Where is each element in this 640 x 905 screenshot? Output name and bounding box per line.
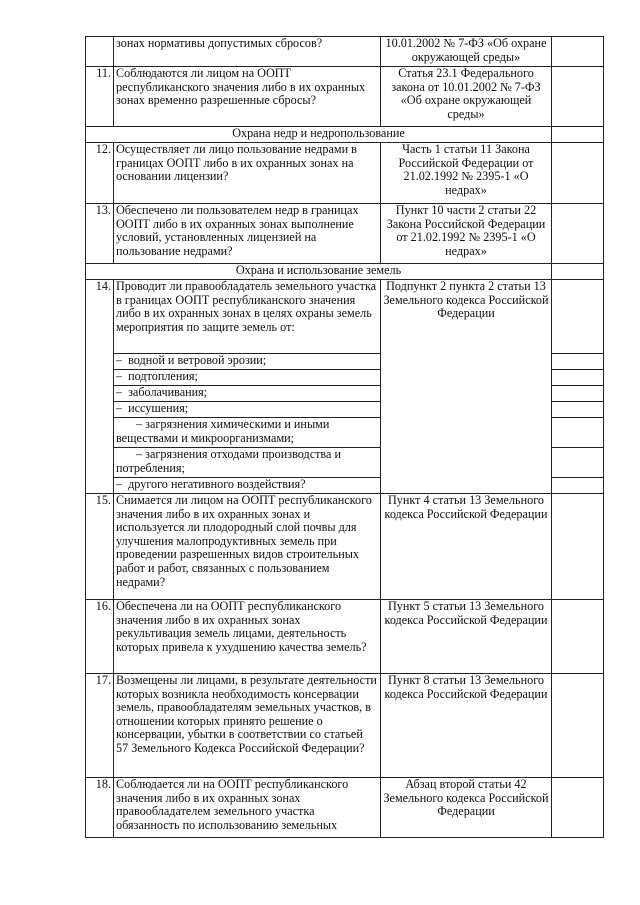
row-number xyxy=(86,37,114,67)
legal-reference: Пункт 4 статьи 13 Земельного кодекса Российской Федерации xyxy=(381,494,552,600)
answer-cell xyxy=(552,37,604,67)
dash-marker: – xyxy=(136,447,143,461)
section-title: Охрана недр и недропользование xyxy=(86,127,552,143)
legal-reference: Подпункт 2 пункта 2 статьи 13 Земельного кодекса Российской Федерации xyxy=(381,280,552,494)
legal-reference: Статья 23.1 Федерального закона от 10.01.2002 № 7-ФЗ «Об охране окружающей среды» xyxy=(381,67,552,127)
section-header-subsoil xyxy=(86,127,604,143)
answer-cell xyxy=(552,600,604,674)
legal-reference: Пункт 10 части 2 статьи 22 Закона Российской Федерации от 21.02.1992 № 2395-1 «О недрах» xyxy=(381,204,552,264)
sub-item-text: подтопления; xyxy=(128,369,198,383)
dash-marker: – xyxy=(116,353,123,367)
row-number: 14. xyxy=(86,280,114,494)
legal-reference: Абзац второй статьи 42 Земельного кодекса Российской Федерации xyxy=(381,778,552,838)
dash-marker: – xyxy=(136,417,143,431)
sub-item-text: другого негативного воздействия? xyxy=(128,477,306,491)
table-row-12 xyxy=(86,143,604,204)
dash-marker: – xyxy=(116,477,123,491)
question-text: Снимается ли лицом на ООПТ республиканского значения либо в их охранных зонах и используется ли плодородный слой почвы для улучшения малопродуктивных земель при проведении разрешенных видов строительных работ и работ, связанных с пользованием недрами? xyxy=(114,494,381,600)
row-number: 11. xyxy=(86,67,114,127)
question-text: Осуществляет ли лицо пользование недрами в границах ООПТ либо в их охранных зонах на основании лицензии? xyxy=(114,143,381,204)
section-title: Охрана и использование земель xyxy=(86,264,552,280)
answer-cell xyxy=(552,67,604,127)
table-row-10-continued xyxy=(86,37,604,67)
legal-reference: Часть 1 статьи 11 Закона Российской Федерации от 21.02.1992 № 2395-1 «О недрах» xyxy=(381,143,552,204)
answer-cell xyxy=(552,264,604,280)
row-number: 16. xyxy=(86,600,114,674)
row-number: 18. xyxy=(86,778,114,838)
answer-cell xyxy=(552,402,604,418)
dash-marker: – xyxy=(116,401,123,415)
table-row-13 xyxy=(86,204,604,264)
answer-cell xyxy=(552,448,604,478)
answer-cell xyxy=(552,418,604,448)
question-text: Возмещены ли лицами, в результате деятельности которых возникла необходимость консервации земель, правообладателям земельных участков, в отношении которых принято решение о консервации, убытки в соответствии со статьей 57 Земельного Кодекса Российской Федерации? xyxy=(114,674,381,778)
answer-cell xyxy=(552,204,604,264)
question-text: Соблюдается ли на ООПТ республиканского значения либо в их охранных зонах правообладателем земельного участка обязанность по использованию земельных xyxy=(114,778,381,838)
question-text: Обеспечена ли на ООПТ республиканского значения либо в их охранных зонах рекультивация земель лицами, деятельность которых привела к ухудшению качества земель? xyxy=(114,600,381,674)
question-text: Обеспечено ли пользователем недр в границах ООПТ либо в их охранных зонах выполнение условий, установленных лицензией на пользование недрами? xyxy=(114,204,381,264)
sub-item-text: водной и ветровой эрозии; xyxy=(128,353,267,367)
answer-cell xyxy=(552,478,604,494)
section-header-land xyxy=(86,264,604,280)
answer-cell xyxy=(552,778,604,838)
dash-marker: – xyxy=(116,385,123,399)
row-number: 15. xyxy=(86,494,114,600)
answer-cell xyxy=(552,494,604,600)
table-row-14 xyxy=(86,280,604,354)
row-number: 13. xyxy=(86,204,114,264)
answer-cell xyxy=(552,280,604,354)
row-number: 17. xyxy=(86,674,114,778)
table-row-17 xyxy=(86,674,604,778)
table-row-18 xyxy=(86,778,604,838)
dash-marker: – xyxy=(116,369,123,383)
answer-cell xyxy=(552,354,604,370)
answer-cell xyxy=(552,386,604,402)
legal-reference: Пункт 5 статьи 13 Земельного кодекса Российской Федерации xyxy=(381,600,552,674)
sub-item-text: загрязнения химическими и иными веществами и микроорганизмами; xyxy=(116,417,330,445)
sub-item-text: заболачивания; xyxy=(128,385,208,399)
legal-reference: 10.01.2002 № 7-ФЗ «Об охране окружающей среды» xyxy=(381,37,552,67)
answer-cell xyxy=(552,143,604,204)
checklist-table xyxy=(85,36,604,838)
question-text: Проводит ли правообладатель земельного участка в границах ООПТ республиканского значения либо в их охранных зонах в целях охраны земель мероприятия по защите земель от: xyxy=(114,280,381,354)
sub-item-text: загрязнения отходами производства и потребления; xyxy=(116,447,341,475)
row-number: 12. xyxy=(86,143,114,204)
question-text: зонах нормативы допустимых сбросов? xyxy=(114,37,381,67)
sub-item-text: иссушения; xyxy=(128,401,189,415)
table-row-15 xyxy=(86,494,604,600)
table-row-16 xyxy=(86,600,604,674)
legal-reference: Пункт 8 статьи 13 Земельного кодекса Российской Федерации xyxy=(381,674,552,778)
table-row-11 xyxy=(86,67,604,127)
answer-cell xyxy=(552,127,604,143)
answer-cell xyxy=(552,370,604,386)
answer-cell xyxy=(552,674,604,778)
question-text: Соблюдаются ли лицом на ООПТ республиканского значения либо в их охранных зонах временно разрешенные сбросы? xyxy=(114,67,381,127)
